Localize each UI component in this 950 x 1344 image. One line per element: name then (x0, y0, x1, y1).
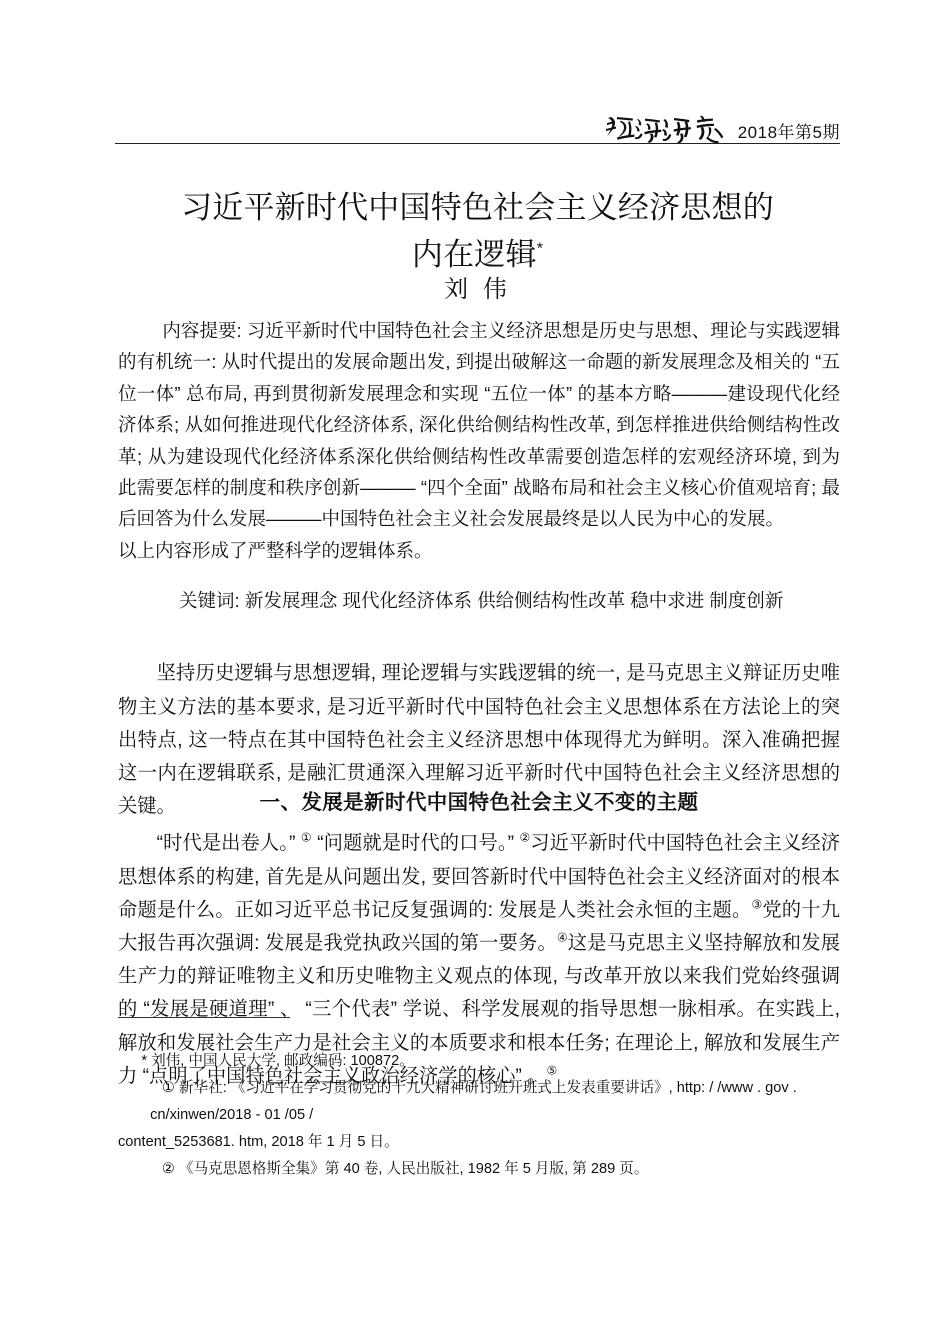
abstract-paragraph: 内容提要: 习近平新时代中国特色社会主义经济思想是历史与思想、理论与实践逻辑的有机统一: 从时代提出的发展命题出发, 到提出破解这一命题的新发展理念及相关的 “五位一体” 总布局, 再到贯彻新发展理念和实现 “五位一体” 的基本方略———建设现代化经济体系; 从如何推进现代化经济体系, 深化供给侧结构性改革, 到怎样推进供给侧结构性改革; 从为建设现代化经济体系深化供给侧结构性改革需要创造怎样的宏观经济环境, 到为此需要怎样的制度和秩序创新——— “四个全面” 战略布局和社会主义核心价值观培育; 最后回答为什么发展———中国特色社会主义社会发展最终是以人民为中心的发展。 (118, 320, 840, 530)
body-p2-segment-e: 这是马克思主义坚持解放和发展生产力的辩证唯物主义和历史唯物主义观点的体现, 与改革开放以来我们党始终强调的 “发展是硬道理” 、 “三个代表” 学说、科学发展观的指导思想一脉相承。在实践上, 解放和发展社会生产力是社会主义的本质要求和根本任务; 在理论上, 解放和发展生产力 “点明了中国特色社会主义政治经济学的核心” 。 (118, 932, 840, 1087)
footnotes-block (118, 1048, 840, 1183)
footnote-2: ② 《马克思恩格斯全集》第 40 卷, 人民出版社, 1982 年 5 月版, 第 289 页。 (161, 1161, 649, 1177)
page-header (115, 98, 840, 144)
author-name: 刘 伟 (444, 276, 511, 303)
abstract-closing-line: 以上内容形成了严整科学的逻辑体系。 (118, 539, 433, 561)
footnote-author-affiliation: * 刘伟, 中国人民大学, 邮政编码: 100872。 (141, 1053, 414, 1069)
footnote-marker-1: ① (300, 830, 312, 845)
body-paragraph-1: 坚持历史逻辑与思想逻辑, 理论逻辑与实践逻辑的统一, 是马克思主义辩证历史唯物主义方法的基本要求, 是习近平新时代中国特色社会主义思想体系在方法论上的突出特点, 这一特点在其中国特色社会主义经济思想中体现得尤为鲜明。深入准确把握这一内在逻辑联系, 是融汇贯通深入理解习近平新时代中国特色社会主义经济思想的关键。 (118, 663, 840, 818)
keywords-line: 关键词: 新发展理念 现代化经济体系 供给侧结构性改革 稳中求进 制度创新 (179, 590, 784, 611)
footnote-divider (118, 1017, 290, 1018)
abstract-block (118, 315, 840, 566)
page-title (115, 184, 840, 278)
footnote-marker-5: ⑤ (546, 1063, 558, 1078)
issue-label: 2018年第5期 (737, 123, 840, 142)
footnote-marker-4: ④ (556, 930, 568, 945)
header-divider (115, 143, 840, 144)
body-p2-segment-b: “问题就是时代的口号。” (311, 833, 520, 855)
journal-logo-calligraphy (604, 110, 732, 144)
footnote-marker-3: ③ (751, 897, 763, 912)
footnote-1-line-2: cn/xinwen/2018 - 01 /05 / (150, 1107, 314, 1123)
title-line-1: 习近平新时代中国特色社会主义经济思想的 (181, 189, 774, 225)
body-p2-segment-a: “时代是出卷人。” (156, 833, 301, 855)
footnote-1-line-3: content_5253681. htm, 2018 年 1 月 5 日。 (118, 1134, 399, 1150)
footnote-1-line-1: ① 新华社: 《习近平在学习贯彻党的十九大精神研讨班开班式上发表重要讲话》, http: / /www . gov . (161, 1080, 797, 1096)
body-p2-segment-c: 习近平新时代中国特色社会主义经济思想体系的构建, 首先是从问题出发, 要回答新时代中国特色社会主义经济面对的根本命题是什么。正如习近平总书记反复强调的: 发展是人类社会永恒的主题。 (118, 833, 841, 921)
title-footnote-marker: * (536, 240, 544, 258)
section-heading-1: 一、发展是新时代中国特色社会主义不变的主题 (259, 791, 699, 814)
footnote-marker-2: ② (519, 830, 531, 845)
body-p2-segment-d: 党的十九大报告再次强调: 发展是我党执政兴国的第一要务。 (118, 899, 840, 954)
title-line-2: 内在逻辑 (411, 236, 537, 272)
